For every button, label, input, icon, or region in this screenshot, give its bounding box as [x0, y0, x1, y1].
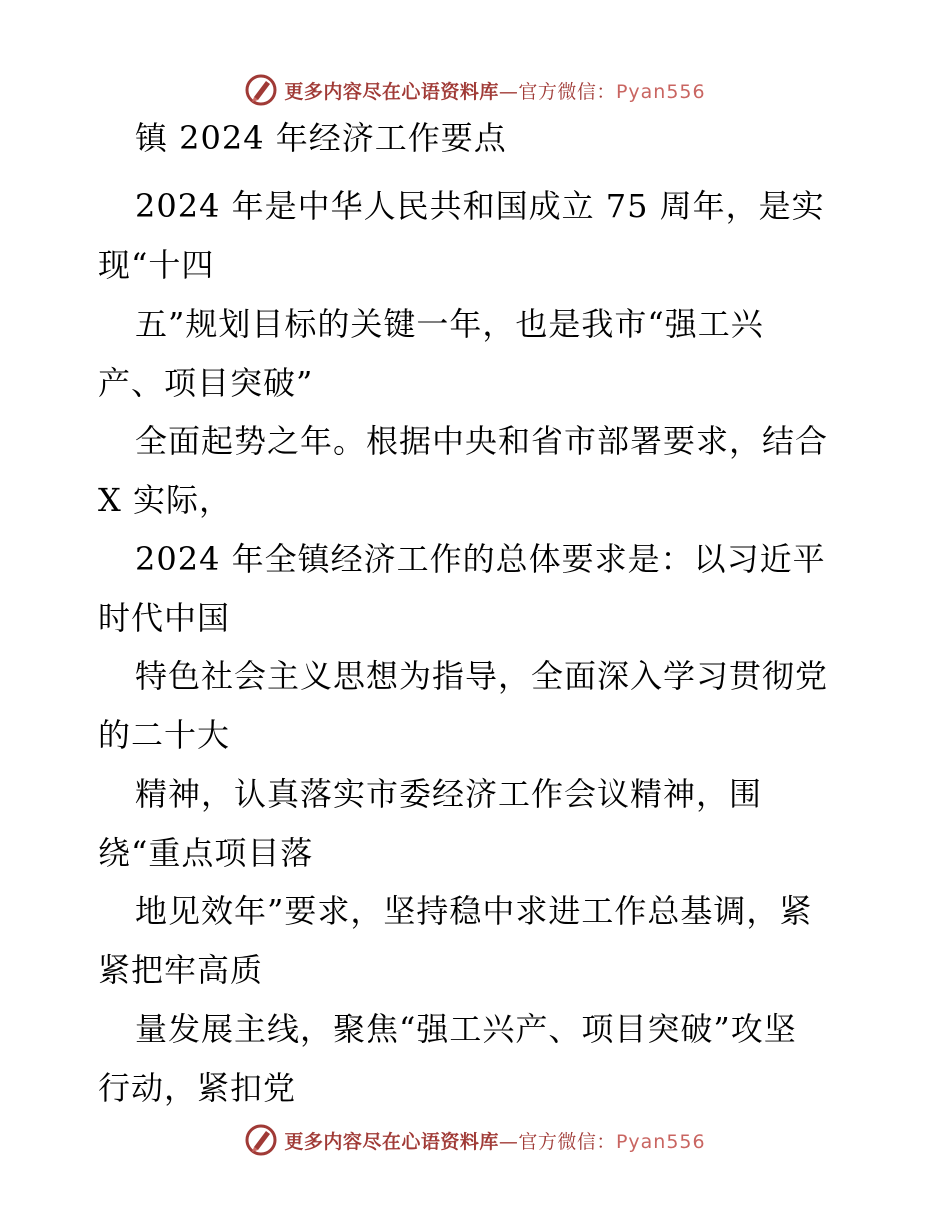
text-line: 2024 年全镇经济工作的总体要求是：以习近平	[135, 540, 826, 578]
header-banner	[0, 70, 950, 110]
text-line: 地见效年”要求，坚持稳中求进工作总基调，紧	[135, 892, 813, 930]
pen-logo-icon	[244, 1123, 278, 1157]
document-title: 镇 2024 年经济工作要点	[135, 119, 507, 157]
text-line: 的二十大	[98, 716, 231, 754]
text-line: 2024 年是中华人民共和国成立 75 周年，是实	[135, 187, 825, 225]
text-line: 紧把牢高质	[98, 951, 264, 989]
banner-text: 更多内容尽在心语资料库—官方微信：Pyan556	[284, 1130, 706, 1153]
text-line: 五”规划目标的关键一年，也是我市“强工兴	[135, 305, 764, 343]
text-line: 行动，紧扣党	[98, 1069, 297, 1107]
text-line: 全面起势之年。根据中央和省市部署要求，结合	[135, 422, 829, 460]
text-line: 现“十四	[98, 246, 215, 284]
text-line: 量发展主线，聚焦“强工兴产、项目突破”攻坚	[135, 1010, 797, 1048]
text-line: 绕“重点项目落	[98, 834, 314, 872]
text-line: 特色社会主义思想为指导，全面深入学习贯彻党	[135, 657, 829, 695]
banner-text: 更多内容尽在心语资料库—官方微信：Pyan556	[284, 80, 706, 103]
text-line: 时代中国	[98, 599, 231, 637]
pen-logo-icon	[244, 73, 278, 107]
text-line: X 实际，	[98, 481, 232, 519]
footer-banner	[0, 1120, 950, 1160]
text-line: 产、项目突破”	[98, 364, 314, 402]
text-line: 精神，认真落实市委经济工作会议精神，围	[135, 775, 763, 813]
